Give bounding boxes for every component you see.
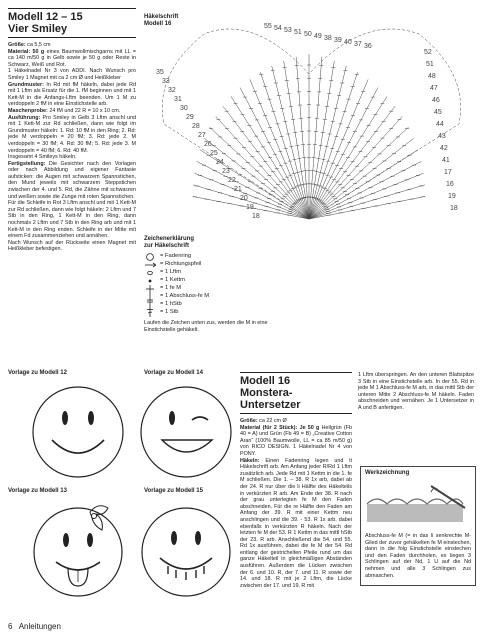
row-number-top: 38 (324, 35, 332, 42)
m12-paragraph (8, 82, 136, 108)
row-number-left: 35 (156, 69, 164, 76)
m12-paragraph (8, 161, 136, 201)
legend-item-label: = 1 Stb (160, 309, 179, 316)
row-number-top: 40 (344, 39, 352, 46)
ring-symbol-icon (144, 253, 156, 261)
plus-symbol-icon (144, 285, 156, 293)
row-number-left: 32 (168, 87, 176, 94)
row-number-left: 19 (246, 204, 254, 211)
row-number-top: 37 (354, 41, 362, 48)
row-number-top: 36 (364, 43, 372, 50)
chart-label-2: Modell 16 (144, 21, 172, 27)
model-12-15-heading: Modell 12 – 15 (8, 11, 83, 23)
model-16-heading: Modell 16 (240, 375, 291, 387)
row-number-left: 18 (252, 213, 260, 220)
legend-item-label: = 1 hStb (160, 301, 182, 308)
legend-title-1: Zeichenerklärung (144, 236, 195, 242)
row-number-left: 21 (234, 186, 242, 193)
werkzeichnung-drawing (361, 480, 473, 528)
row-number-top: 54 (274, 25, 282, 32)
model-12-15-instructions (8, 42, 136, 253)
legend-items (144, 253, 274, 317)
row-number-right: 47 (430, 85, 438, 92)
werkzeichnung-title: Werkzeichnung (365, 470, 410, 476)
m12-paragraph-text: In Rd mit fM häkeln, dabei jede Rd mit 1 Lftm als Ersatz für die 1. fM beginnen und mit 1 Kett-M in die Anfangs-Lftm beenden. Um 1 M zu verdoppeln 2 fM in eine Einstichstelle arb. (8, 81, 136, 108)
m16-rule-top (240, 372, 352, 373)
m16-paragraph-text: Hellgrün (Fb 40 = A) und Grün (Fb 49 = B) „Creative Cotton Aran“ (100% Baumwolle, LL = ca 85 m/50 g) von RICO DESIGN. 1 Häkelnadel Nr 4 von PONY. (240, 424, 352, 457)
smiley-teeth-template (136, 500, 236, 600)
m12-paragraph-text: Nach Wunsch auf der Rückseite einen Magnet mit Heißkleber befestigen. (8, 239, 136, 253)
row-number-right: 52 (424, 49, 432, 56)
row-number-left: 27 (198, 132, 206, 139)
legend-item-label: = 1 Abschluss-fe M (160, 293, 210, 300)
m12-paragraph-text: Pro Smiley in Gelb 3 Lftm anschl und mit 1 Kett-M zur Rd schließen, dann wie folgt im Grundmuster häkeln: 1. Rd: 10 fM in den Ring; 2. Rd: jede M verdoppeln = 20 fM; 3. Rd: jede 2. M verdoppeln = 30 fM; 4. Rd: 30 fM; 5. Rd: jede 3. M verdoppeln = 40 fM; 6. Rd: 40 fM. (8, 114, 136, 154)
smiley-templates (6, 370, 228, 632)
m12-paragraph-lead: Material: 50 g (8, 48, 45, 55)
werkzeichnung-text: Abschluss-fe M (= in das li senkrechte M-Glied der zuvor gehäkelten fe M einstechen, dann in die folg Einstichstelle einstechen und den Faden durchholen, es liegen 3 Schlingen auf der Nd, 1 U auf die Nd nehmen und alle 3 Schlingen zus abmaschen. (365, 533, 471, 579)
model-16-subheading: Monstera-Untersetzer (240, 387, 301, 411)
m12-paragraph-text: Für die Schleife in Rot 3 Lftm anschl und mit 1 Kett-M zur Rd schließen, dann wie folgt häkeln: 2 Lftm und 7 Stb in den Ring, 1 Kett-M in den Ring, dann nochmals 2 Lftm und 7 Stb in den Ring arb und mit 1 Kett-M in den Ring enden. Schleife in der Mitte mit einem Fd zusammenziehen und annähen. (8, 200, 136, 240)
m12-paragraph (8, 200, 136, 240)
row-number-right: 16 (446, 181, 454, 188)
row-number-top: 53 (284, 27, 292, 34)
legend (144, 236, 274, 333)
row-number-right: 45 (434, 109, 442, 116)
legend-item-label: = 1 fe M (160, 285, 182, 292)
m12-paragraph-text: 24 fM und 22 R = 10 x 10 cm. (47, 107, 121, 114)
legend-item-tee (144, 301, 274, 309)
legend-item-dot (144, 269, 274, 277)
heading-rule-top (8, 8, 136, 9)
smiley-tongue-bow-template (28, 500, 128, 600)
row-number-right: 48 (428, 73, 436, 80)
m12-paragraph-lead: Größe: (8, 42, 26, 48)
template-label-12: Vorlage zu Modell 12 (8, 370, 67, 376)
m12-paragraph-lead: Fertigstellung: (8, 160, 46, 167)
legend-item-label: = Richtungspfeil (160, 261, 202, 268)
stitch-column-line (260, 72, 309, 219)
row-number-right: 18 (450, 205, 458, 212)
legend-title-2: zur Häkelschrift (144, 243, 190, 249)
legend-item-label: = Fadenring (160, 253, 192, 260)
row-number-left: 29 (186, 114, 194, 121)
row-number-left: 24 (216, 159, 224, 166)
monstera-chart-svg (144, 14, 474, 236)
row-number-right: 42 (440, 145, 448, 152)
m16-paragraph-lead: Material (für 2 Stück): Je 50 g (240, 424, 320, 431)
row-number-left: 22 (228, 177, 236, 184)
legend-item-label: = 1 Lftm (160, 269, 182, 276)
model-16-instructions (240, 418, 352, 589)
template-label-14: Vorlage zu Modell 14 (144, 370, 203, 376)
m12-paragraph (8, 240, 136, 253)
m16-paragraph-lead: Häkeln: (240, 457, 260, 464)
row-number-left: 25 (210, 150, 218, 157)
row-number-right: 17 (444, 169, 452, 176)
row-number-left: 23 (222, 168, 230, 175)
m12-paragraph (8, 49, 136, 69)
m16-paragraph (240, 418, 352, 425)
m12-paragraph-lead: Ausführung: (8, 114, 41, 121)
model-16-continued: 1 Lftm überspringen. An den unteren Blattspitze 3 Stb in eine Einstichstelle arb. In der 55. Rd in jede M 1 Abschluss-fe M arb, in das mittl Stb der unteren Mitte 2 Abschluss-fe M häkeln. Faden abschneiden und vernähen. Je 1 Untersetzer in A und B anfertigen. (358, 372, 474, 411)
legend-note: Laufen die Zeichen unten zus, werden die M in eine Einstichstelle gehäkelt. (144, 320, 268, 333)
row-number-right: 51 (426, 61, 434, 68)
m12-paragraph-text: 1 Häkelnadel Nr 3 von ADDI. Nach Wunsch pro Smiley 1 Magnet mit ca 2 cm Ø und Heißkleber (8, 68, 136, 81)
row-number-left: 26 (204, 141, 212, 148)
row-number-right: 19 (448, 193, 456, 200)
m16-paragraph (240, 425, 352, 458)
stitch-column-line (250, 79, 309, 219)
m16-paragraph-text: ca 22 cm Ø (257, 418, 287, 424)
legend-item-arrow (144, 261, 274, 269)
m12-paragraph (8, 42, 136, 49)
stitch-column-line (296, 57, 309, 219)
tee-symbol-icon (144, 301, 156, 309)
m16-rule-bottom (240, 413, 352, 414)
legend-item-label: = 1 Kettm (160, 277, 185, 284)
m12-paragraph-lead: Maschenprobe: (8, 107, 48, 114)
row-number-top: 39 (334, 37, 342, 44)
m12-paragraph (8, 154, 136, 161)
footer-section: Anleitungen (18, 622, 61, 631)
m16-paragraph (240, 458, 352, 590)
row-number-right: 46 (432, 97, 440, 104)
m12-paragraph-text: eines Baumwollmischgarns mit LL = ca 140 m/50 g in Gelb sowie je 50 g oder Reste in Schwarz, Weiß und Rot. (8, 48, 137, 68)
m12-paragraph-text: Die Gesichter nach den Vorlagen oder nach Abbildung und eigener Fantasie aufsticken: die Augen mit schwarzem Spannstichen, den Mund jeweils mit schwarzem Steppstichen zwischen der 4. und 5. Rd, die Zähne mit schwarzen und weißen sowie die Zunge mit roten Spannstichen. (8, 160, 136, 200)
arrow-symbol-icon (144, 261, 156, 269)
m12-paragraph-lead: Grundmuster: (8, 81, 44, 88)
werkzeichnung-box (360, 466, 476, 586)
left-column (8, 8, 136, 253)
stitch-column-line (309, 72, 358, 219)
m12-paragraph-text: Insgesamt 4 Smileys häkeln. (8, 154, 77, 161)
stitch-column-line (309, 57, 322, 219)
dot-symbol-icon (144, 269, 156, 277)
smiley-wink-template (136, 382, 236, 482)
legend-item-stb (144, 309, 274, 317)
stitch-column-line (272, 66, 309, 219)
m16-paragraph-lead: Größe: (240, 418, 258, 424)
template-label-13: Vorlage zu Modell 13 (8, 488, 67, 494)
model-12-15-subheading: Vier Smiley (8, 23, 68, 35)
legend-item-ring (144, 253, 274, 261)
model-16-column (240, 372, 352, 589)
row-number-right: 41 (442, 157, 450, 164)
row-number-top: 49 (314, 33, 322, 40)
row-number-left: 30 (180, 105, 188, 112)
m12-paragraph (8, 108, 136, 115)
stitch-column-line (309, 66, 346, 219)
row-number-top: 51 (294, 29, 302, 36)
crochet-chart (144, 14, 474, 236)
row-number-top: 50 (304, 31, 312, 38)
legend-item-tee-bottom (144, 293, 274, 301)
row-number-left: 31 (174, 96, 182, 103)
smiley-smile-template (28, 382, 128, 482)
tee-bottom-symbol-icon (144, 293, 156, 301)
page-number: 6 (8, 622, 13, 631)
row-number-left: 33 (162, 78, 170, 85)
chart-label-1: Häkelschrift (144, 14, 179, 20)
m12-paragraph-text: ca 5,5 cm (25, 42, 51, 48)
row-number-left: 28 (192, 123, 200, 130)
row-number-right: 44 (436, 121, 444, 128)
m16-paragraph-text: Einen Fadenring legen und lt Häkelschrift arb. Am Anfang jeder R/Rd 1 Lftm zusätzlich arb. Jede Rd mit 1 Kettm in die 1. fe M schließen. Die 1. – 38. R 1x arb, dabei ab der 24. R nur über die li Hälfte des Häkelteils in verkürzten R arb. Am Ende der 38. R nach der grau unterlegten fe M den Faden abschneiden. Für die re Hälfte den Faden am Anfang der 39. R mit einer Kettm neu anschlingen und die 39. - 53. R 1x arb, dabei ebenfalls in verkürzten R häkeln. Nach der letzten fe M der 53. R 1 Kettm in das mittl hStb der 23. R arb. Anschließend die 54. und 55. Rd 1x ausführen, dabei die fe M der 54. Rd entlang der gestrichelten Pfeile rund um das ganze Häkelteil in gleichmäßigen Abständen ausführen. Außerdem die Lücken zwischen der 6. und 10. R, der 7. und 11. R sowie der 14. und 18. R mit je 2 Lftm, die Lücke zwischen der 17. und 19. R mit (240, 457, 352, 589)
m12-paragraph (8, 115, 136, 155)
row-number-left: 20 (240, 195, 248, 202)
stitch-column-line (309, 79, 368, 219)
template-label-15: Vorlage zu Modell 15 (144, 488, 203, 494)
legend-item-plus (144, 285, 274, 293)
row-number-top: 55 (264, 23, 272, 30)
m12-paragraph (8, 68, 136, 81)
legend-item-dot-small (144, 277, 274, 285)
page-footer (8, 622, 61, 631)
dot-small-symbol-icon (144, 277, 156, 285)
heading-rule-bottom (8, 37, 136, 38)
stb-symbol-icon (144, 309, 156, 317)
row-number-right: 43 (438, 133, 446, 140)
